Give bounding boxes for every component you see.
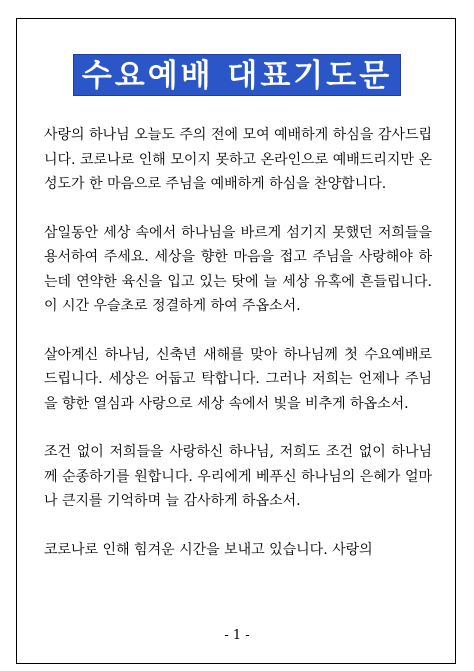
paragraph: 삼일동안 세상 속에서 하나님을 바르게 섬기지 못했던 저희들을 용서하여 주세요. 세상을 향한 마음을 접고 주님을 사랑해야 하는데 연약한 육신을 입고 있는 탓에 늘 세상 유혹에 흔들립니다. 이 시간 우슬초로 정결하게 하여 주옵소서.	[44, 224, 432, 314]
page-number: - 1 -	[224, 628, 250, 643]
paragraph: 코로나로 인해 힘겨운 시간을 보내고 있습니다. 사랑의	[44, 541, 373, 558]
document-body	[44, 123, 432, 586]
document-title: 수요예배 대표기도문	[73, 54, 401, 96]
title-container	[0, 54, 474, 96]
paragraph: 조건 없이 저희들을 사랑하신 하나님, 저희도 조건 없이 하나님께 순종하기를 원합니다. 우리에게 베푸신 하나님의 은혜가 얼마나 큰지를 기억하며 늘 감사하게 하옵소서.	[44, 444, 432, 509]
paragraph: 살아계신 하나님, 신축년 새해를 맞아 하나님께 첫 수요예배로 드립니다. 세상은 어둡고 탁합니다. 그러나 저희는 언제나 주님을 향한 열심과 사랑으로 세상 속에서 빛을 비추게 하옵소서.	[44, 346, 432, 412]
paragraph: 사랑의 하나님 오늘도 주의 전에 모여 예배하게 하심을 감사드립니다. 코로나로 인해 모이지 못하고 온라인으로 예배드리지만 온 성도가 한 마음으로 주님을 예배하게 하심을 찬양합니다.	[44, 127, 432, 192]
